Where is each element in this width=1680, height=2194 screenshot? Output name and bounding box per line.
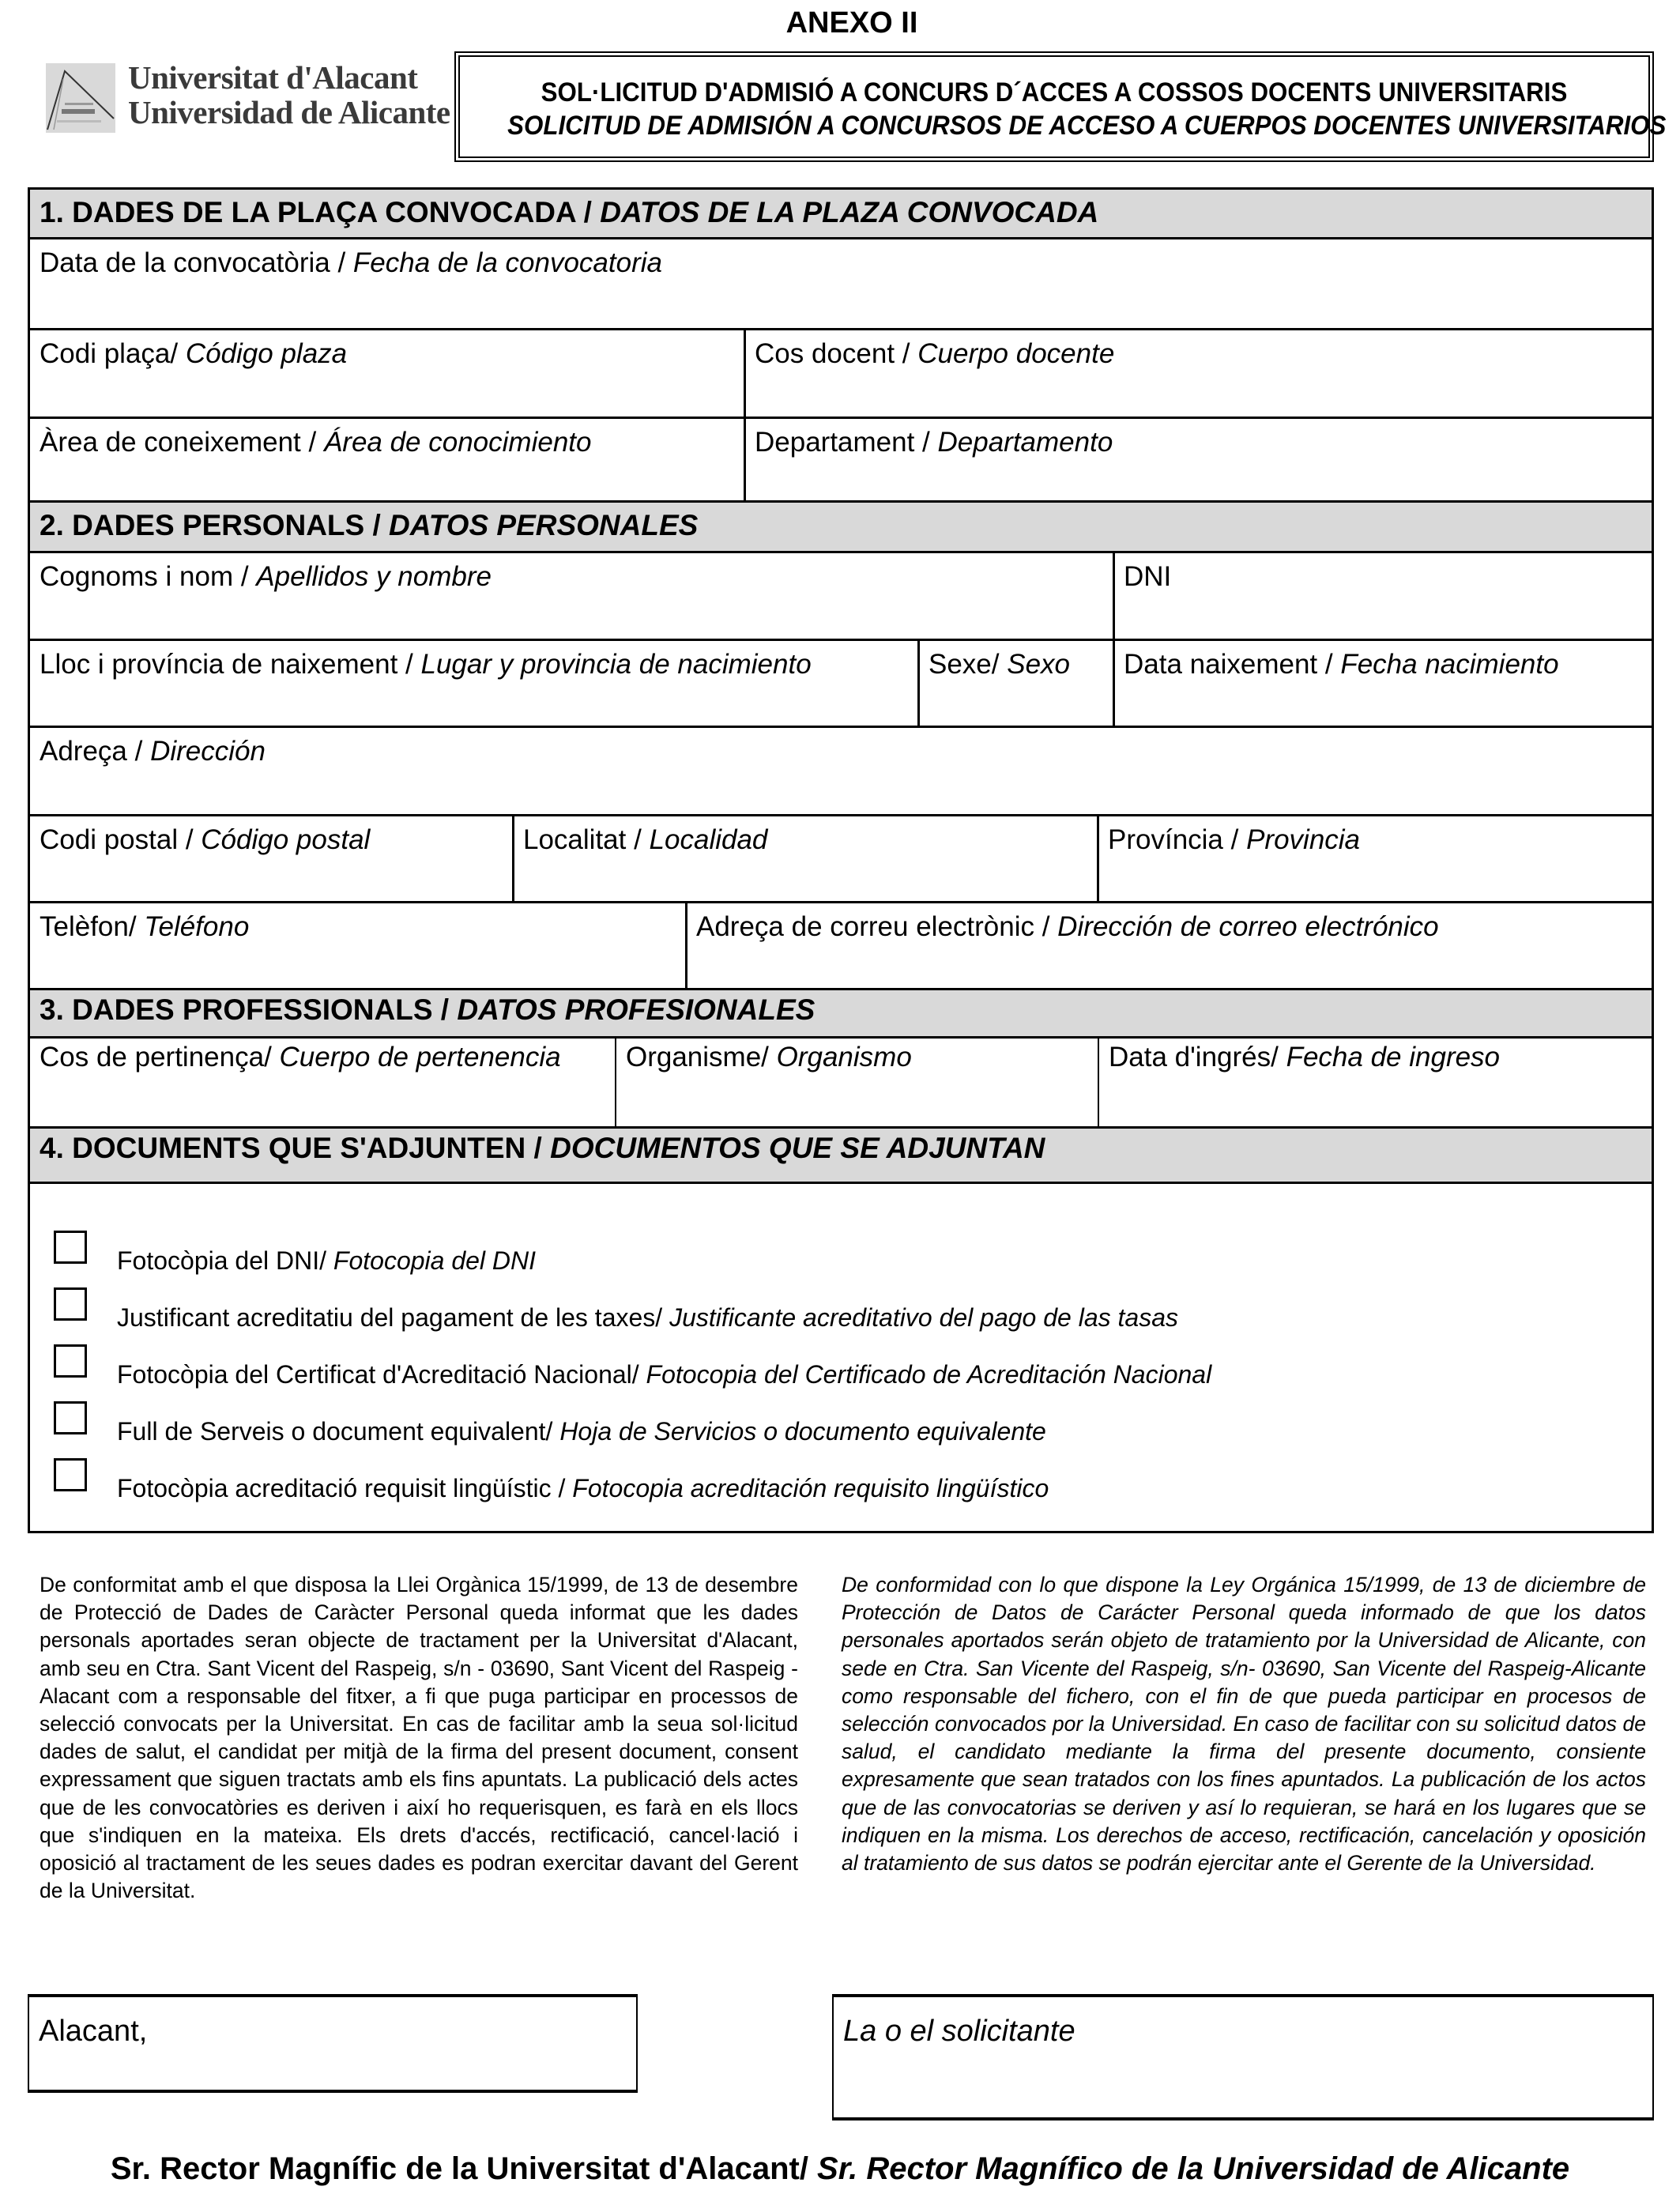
legal-notice-ca: De conformitat amb el que disposa la Llei Orgànica 15/1999, de 13 de desembre de Protecció de Dades de Caràcter Personal queda informat que les dades personals aportades seran objecte de tractament per la Universitat d'Alacant, amb seu en Ctra. Sant Vicent del Raspeig, s/n - 03690, Sant Vicent del Raspeig - Alacant com a responsable del fitxer, a fi que puga participar en processos de selecció convocats per la Universitat. En cas de facilitar amb la seua sol·licitud dades de salut, el candidat per mitjà de la firma del present document, consent expressament que siguen tractats amb els fins apuntats. La publicació dels actes que de les convocatòries es deriven i així ho requerisquen, es farà en els llocs que s'indiquen en la mateixa. Els drets d'accés, rectificació, cancel·lació i oposició al tractament de les seues dades es podran exercitar davant del Gerent de la Universitat.	[40, 1573, 798, 1903]
divider	[1098, 1039, 1099, 1129]
addressee-ca: Sr. Rector Magnífic de la Universitat d'Alacant/	[110, 2151, 818, 2186]
document-item[interactable]	[30, 1287, 1452, 1335]
section-1-title-ca: 1. DADES DE LA PLAÇA CONVOCADA /	[40, 196, 601, 228]
section-4-header	[30, 1126, 1652, 1184]
field-organisme[interactable]: Organisme/ Organismo	[626, 1042, 912, 1072]
form-title-box	[458, 55, 1667, 158]
divider	[615, 1039, 616, 1129]
document-label: Justificant acreditatiu del pagament de les taxes/ Justificante acreditativo del pago de las tasas	[117, 1303, 1178, 1332]
field-codi-postal[interactable]: Codi postal / Código postal	[30, 816, 514, 903]
application-form	[28, 187, 1654, 1533]
section-3-title-ca: 3. DADES PROFESSIONALS /	[40, 993, 458, 1026]
field-lloc-naixement[interactable]: Lloc i província de naixement / Lugar y provincia de nacimiento	[30, 641, 919, 728]
field-data-ingres[interactable]: Data d'ingrés/ Fecha de ingreso	[1109, 1042, 1501, 1072]
document-checkbox-acreditacio[interactable]	[54, 1344, 87, 1378]
university-name-es: Universidad de Alicante	[128, 94, 450, 130]
field-provincia[interactable]: Província / Provincia	[1098, 816, 1654, 903]
section-3-title-es: DATOS PROFESIONALES	[457, 993, 816, 1026]
field-data-convocatoria[interactable]: Data de la convocatòria / Fecha de la convocatoria	[30, 239, 1652, 330]
document-checkbox-dni[interactable]	[54, 1231, 87, 1264]
document-label: Fotocòpia acreditació requisit lingüístic / Fotocopia acreditación requisito lingüístico	[117, 1474, 1049, 1502]
applicant-label: La o el solicitante	[843, 2015, 1075, 2048]
section-1-title-es: DATOS DE LA PLAZA CONVOCADA	[600, 196, 1099, 228]
divider	[685, 903, 687, 990]
section-2-title-ca: 2. DADES PERSONALS /	[40, 509, 390, 541]
field-departament[interactable]: Departament / Departamento	[755, 427, 1113, 458]
document-checkbox-taxes[interactable]	[54, 1287, 87, 1321]
document-label: Full de Serveis o document equivalent/ Hoja de Servicios o documento equivalente	[117, 1417, 1046, 1446]
place-label: Alacant,	[39, 2015, 148, 2048]
divider	[1113, 553, 1115, 728]
document-item[interactable]	[30, 1401, 1452, 1449]
document-checkbox-full-serveis[interactable]	[54, 1401, 87, 1434]
field-data-naixement[interactable]: Data naixement / Fecha nacimiento	[1114, 641, 1654, 728]
field-codi-placa[interactable]: Codi plaça/ Código plaza	[30, 330, 745, 419]
document-item[interactable]	[30, 1344, 1452, 1392]
form-title-ca: SOL·LICITUD D'ADMISIÓ A CONCURS D´ACCES A COSSOS DOCENTS UNIVERSITARIS	[541, 77, 1568, 107]
field-email[interactable]: Adreça de correu electrònic / Dirección de correo electrónico	[696, 911, 1439, 942]
university-triangle-logo-icon	[46, 63, 115, 133]
section-2-header	[30, 500, 1652, 553]
document-label: Fotocòpia del Certificat d'Acreditació Nacional/ Fotocopia del Certificado de Acreditación Nacional	[117, 1360, 1212, 1389]
place-date-box[interactable]	[28, 1994, 638, 2093]
addressee-es: Sr. Rector Magnífico de la Universidad de Alicante	[817, 2151, 1570, 2186]
annex-title: ANEXO II	[785, 6, 918, 40]
field-cos-pertinenca[interactable]: Cos de pertinença/ Cuerpo de pertenencia	[40, 1042, 561, 1072]
addressee-footer	[0, 2151, 1680, 2187]
field-cos-docent[interactable]: Cos docent / Cuerpo docente	[745, 330, 1654, 419]
form-title-es: SOLICITUD DE ADMISIÓN A CONCURSOS DE ACCESO A CUERPOS DOCENTES UNIVERSITARIOS	[507, 111, 1667, 141]
document-item[interactable]	[30, 1458, 1452, 1506]
field-cognoms-nom[interactable]: Cognoms i nom / Apellidos y nombre	[30, 553, 1114, 641]
university-name	[128, 60, 450, 130]
university-logo	[46, 59, 457, 134]
divider	[744, 330, 746, 503]
field-telefon[interactable]: Telèfon/ Teléfono	[40, 911, 250, 942]
document-label: Fotocòpia del DNI/ Fotocopia del DNI	[117, 1246, 537, 1275]
field-adreca[interactable]: Adreça / Dirección	[30, 728, 1652, 816]
divider	[1097, 816, 1099, 903]
field-localitat[interactable]: Localitat / Localidad	[514, 816, 1098, 903]
section-2-title-es: DATOS PERSONALES	[389, 509, 699, 541]
field-area-coneixement[interactable]: Àrea de coneixement / Área de conocimiento	[40, 427, 592, 458]
divider	[917, 641, 920, 728]
legal-notice-es: De conformidad con lo que dispone la Ley Orgánica 15/1999, de 13 de diciembre de Protección de Datos de Carácter Personal queda informado de que los datos personales aportados serán objeto de tratamiento por la Universidad de Alicante, con sede en Ctra. San Vicente del Raspeig, s/n- 03690, San Vicente del Raspeig-Alicante como responsable del fichero, con el fin de que pueda participar en procesos de selección convocados por la Universidad. En caso de facilitar con su solicitud datos de salud, el candidato mediante la firma del presente documento, consiente expresamente que sean tratados con los fines apuntados. La publicación de los actos que de las convocatorias se deriven y así lo requieran, se hará en los lugares que se indiquen en la misma. Los derechos de acceso, rectificación, cancelación y oposición al tratamiento de sus datos se podrán ejercitar ante el Gerente de la Universidad.	[842, 1573, 1646, 1875]
section-3-header	[30, 988, 1652, 1039]
document-item[interactable]	[30, 1231, 1452, 1278]
applicant-signature-box[interactable]	[832, 1994, 1654, 2120]
section-4-title-es: DOCUMENTOS QUE SE ADJUNTAN	[550, 1132, 1045, 1164]
section-1-header	[30, 187, 1652, 239]
university-name-ca: Universitat d'Alacant	[128, 59, 418, 96]
section-4-title-ca: 4. DOCUMENTS QUE S'ADJUNTEN /	[40, 1132, 551, 1164]
field-dni[interactable]: DNI	[1114, 553, 1654, 641]
document-checkbox-linguistic[interactable]	[54, 1458, 87, 1491]
field-sexe[interactable]: Sexe/ Sexo	[919, 641, 1114, 728]
divider	[512, 816, 514, 903]
